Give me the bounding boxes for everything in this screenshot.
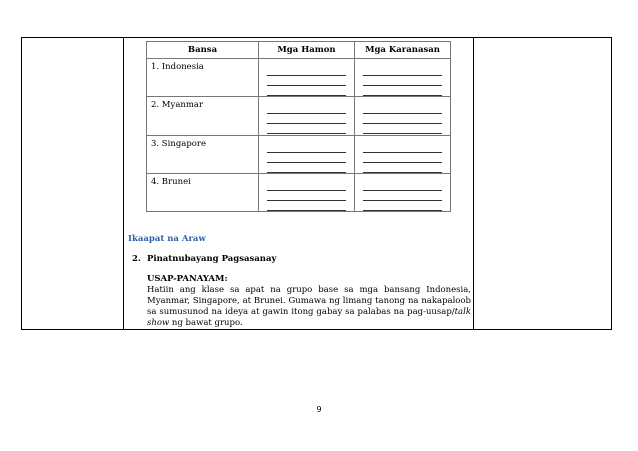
answer-lines (355, 59, 450, 96)
answer-lines (355, 136, 450, 173)
header-mga-hamon: Mga Hamon (259, 42, 355, 59)
header-mga-karanasan: Mga Karanasan (355, 42, 451, 59)
country-cell: 3. Singapore (151, 138, 206, 149)
table-row (147, 173, 451, 211)
item-number: 2. (132, 254, 141, 264)
header-bansa: Bansa (147, 42, 259, 59)
answer-lines (355, 97, 450, 134)
paragraph-text: Hatiin ang klase sa apat na grupo base sa mga bansang Indonesia, Myanmar, Singapore, at Brunei. Gumawa ng limang tanong na nakapaloob sa sumusunod na ideya at gawin itong gabay sa palabas na pag-uusap/ (147, 285, 471, 317)
page-number: 9 (316, 405, 322, 414)
paragraph-italic-term: talk show (147, 307, 471, 328)
instructions-paragraph (147, 285, 471, 329)
table-row (147, 97, 451, 135)
answer-lines (355, 174, 450, 211)
country-cell: 4. Brunei (151, 176, 191, 187)
activity-item-heading (132, 254, 276, 264)
table-header-row (147, 42, 451, 59)
table-row (147, 59, 451, 97)
countries-worksheet-table (146, 41, 451, 212)
answer-lines (259, 136, 354, 173)
country-cell: 1. Indonesia (151, 62, 204, 73)
day-heading: Ikaapat na Araw (128, 234, 206, 244)
column-divider-left (123, 38, 124, 329)
activity-subheading: USAP-PANAYAM: (147, 274, 228, 284)
column-divider-right (473, 38, 474, 329)
country-cell: 2. Myanmar (151, 100, 204, 111)
answer-lines (259, 59, 354, 96)
item-title: Pinatnubayang Pagsasanay (147, 254, 277, 264)
answer-lines (259, 97, 354, 134)
table-row (147, 135, 451, 173)
paragraph-text-end: ng bawat grupo. (169, 318, 243, 328)
answer-lines (259, 174, 354, 211)
